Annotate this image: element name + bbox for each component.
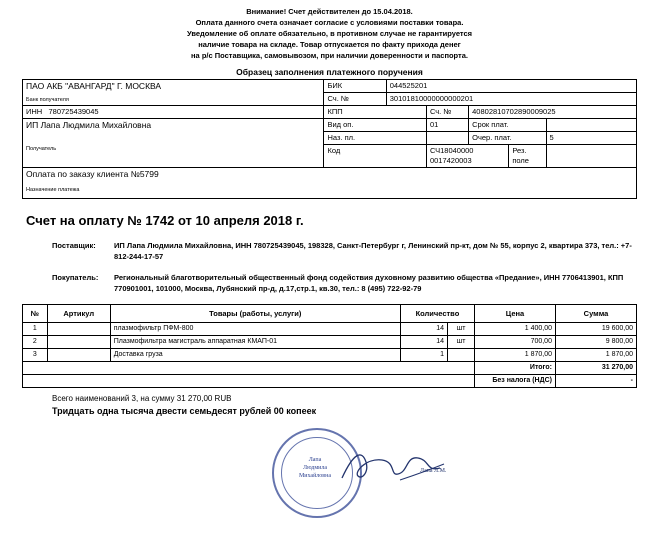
cell-name: Доставка груза [110,349,400,362]
payment-order-title: Образец заполнения платежного поручения [236,67,423,77]
header-sum: Сумма [555,305,636,323]
bank-caption: Банк получателя [26,97,69,103]
inn-value: 780725439045 [48,107,99,116]
stamp-line-2: Михайловна [298,473,332,479]
cell-name: Плазмофильтра магистраль аппаратная КМАП-01 [110,336,400,349]
signature-icon [340,446,450,486]
tax-label: Без налога (НДС) [475,375,556,388]
buyer-label: Покупатель: [52,273,99,282]
receiver-acc-value: 40802810702890009025 [469,106,637,119]
cell-sum: 9 800,00 [555,336,636,349]
receiver-caption: Получатель [26,146,57,152]
kod-label: Код [324,145,426,168]
supplier-row [22,240,637,262]
cell-price: 1 400,00 [475,323,556,336]
header-article: Артикул [47,305,110,323]
cell-qty: 14 [400,323,447,336]
cell-qty: 14 [400,336,447,349]
table-row [23,349,637,362]
stamp-area [22,428,637,518]
signature-name: Лапа Л.М. [420,468,447,474]
rez-pole-value [546,145,637,168]
header-name: Товары (работы, услуги) [110,305,400,323]
payment-order-table [22,79,637,199]
bank-name-cell [23,80,324,106]
cell-price: 1 870,00 [475,349,556,362]
total-row [23,362,637,375]
vid-op-label: Вид оп. [324,119,426,132]
naz-pl-value [426,132,468,145]
notice-block [22,6,637,61]
stamp-line-1: Людмила [303,465,327,471]
tax-value: - [555,375,636,388]
purpose-caption: Назначение платежа [26,187,80,193]
notice-line-2: Уведомление об оплате обязательно, в противном случае не гарантируется [186,29,473,38]
cell-sum: 1 870,00 [555,349,636,362]
items-table [22,304,637,388]
cell-sum: 19 600,00 [555,323,636,336]
notice-line-1: Оплата данного счета означает согласие с условиями поставки товара. [195,18,464,27]
cell-num: 1 [23,323,48,336]
inn-cell [23,106,324,119]
buyer-text: Региональный благотворительный общественный фонд содействия духовному развитию общества «Предание», ИНН 7706413901, КПП 770901001, 101000, Москва, Лубянский пр-д, д.17,стр.1, кв.30, тел.: 8 (495) 722-92-79 [114,273,624,293]
total-value: 31 270,00 [555,362,636,375]
cell-article [47,323,110,336]
total-label: Итого: [475,362,556,375]
cell-qty: 1 [400,349,447,362]
purpose-cell [23,168,637,199]
kpp-cell [324,106,426,119]
header-price: Цена [475,305,556,323]
ocher-plat-label: Очер. плат. [469,132,546,145]
kod-value [426,145,508,168]
notice-line-3: наличие товара на складе. Товар отпускается по факту прихода денег [198,40,461,49]
table-row [23,336,637,349]
purpose-text: Оплата по заказу клиента №5799 [26,169,159,179]
cell-article [47,336,110,349]
cell-unit [448,349,475,362]
inn-label: ИНН [26,107,43,116]
cell-price: 700,00 [475,336,556,349]
kod-value-line-2: 0017420003 [429,156,472,165]
cell-num: 2 [23,336,48,349]
srok-plat-label: Срок плат. [469,119,546,132]
summary-count: Всего наименований 3, на сумму 31 270,00 RUB [52,394,232,403]
receiver-name: ИП Лапа Людмила Михайловна [26,120,152,130]
tax-row [23,375,637,388]
bik-value: 044525201 [386,80,636,93]
receiver-cell [23,119,324,168]
header-num: № [23,305,48,323]
table-row [23,323,637,336]
cell-name: плазмофильтр ПФМ-800 [110,323,400,336]
srok-plat-value [546,119,637,132]
kod-value-line-1: СЧ18040000 [429,146,474,155]
bank-acc-label: Сч. № [324,93,386,106]
header-qty: Количество [400,305,474,323]
cell-unit: шт [448,336,475,349]
summary-words: Тридцать одна тысяча двести семьдесят рублей 00 копеек [52,406,317,416]
bank-name: ПАО АКБ "АВАНГАРД" Г. МОСКВА [26,81,162,91]
items-header-row [23,305,637,323]
cell-article [47,349,110,362]
ocher-plat-value: 5 [546,132,637,145]
kpp-label: КПП [327,107,343,116]
bik-label: БИК [324,80,386,93]
stamp-line-0: Лапа [308,457,322,463]
naz-pl-label: Наз. пл. [324,132,426,145]
buyer-row [22,272,637,294]
notice-line-0: Внимание! Счет действителен до 15.04.2018. [246,7,413,16]
vid-op-value: 01 [426,119,468,132]
bank-acc-value: 30101810000000000201 [386,93,636,106]
supplier-text: ИП Лапа Людмила Михайловна, ИНН 780725439045, 198328, Санкт-Петербург г, Ленинский пр-кт, дом № 55, корпус 2, квартира 373, тел.: +7-812-244-17-57 [114,241,632,261]
cell-unit: шт [448,323,475,336]
invoice-title: Счет на оплату № 1742 от 10 апреля 2018 г. [26,213,304,228]
supplier-label: Поставщик: [52,241,96,250]
rez-pole-label: Рез. поле [509,145,546,168]
receiver-acc-label: Сч. № [426,106,468,119]
cell-num: 3 [23,349,48,362]
notice-line-4: на р/с Поставщика, самовывозом, при наличии доверенности и паспорта. [191,51,468,60]
